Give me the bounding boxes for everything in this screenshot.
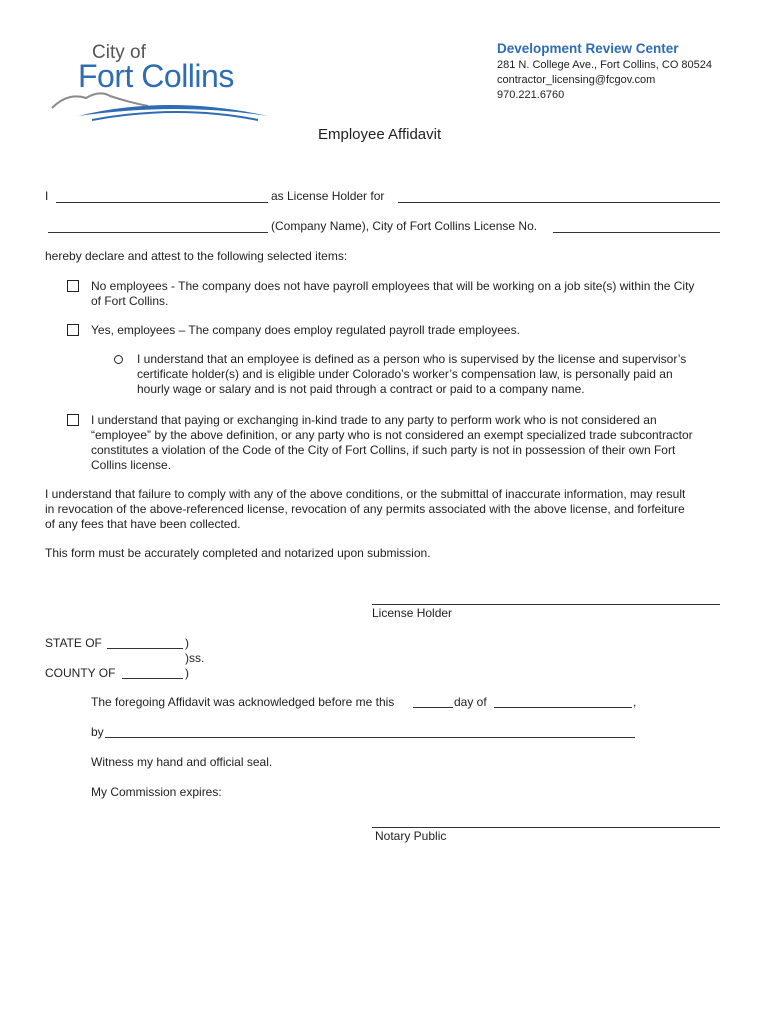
center-email[interactable]: contractor_licensing@fcgov.com bbox=[497, 74, 656, 86]
acknowledged-text: The foregoing Affidavit was acknowledged before me this bbox=[91, 695, 395, 709]
state-paren: ) bbox=[185, 636, 189, 650]
by-label: by bbox=[91, 725, 104, 739]
ack-comma: , bbox=[633, 695, 637, 709]
employee-definition-text: I understand that an employee is defined as a person who is supervised by the license and supervisor’s certificate holder(s) and is eligible under Colorado’s worker’s compensation law, is personally paid an hourly wage or salary and is not paid through a contract or paid to a company name. bbox=[137, 352, 687, 396]
no-employees-text: No employees - The company does not have payroll employees that will be working on a job site(s) within the City of Fort Collins. bbox=[91, 279, 695, 308]
in-kind-trade-text: I understand that paying or exchanging in-kind trade to any party to perform work who is not considered an “employee” by the above definition, or any party who is not considered an exempt specialized trade subcontractor constitutes a violation of the Code of the City of Fort Collins, if such party is not in possession of their own Fort Collins license. bbox=[91, 413, 693, 472]
logo-city-of: City of bbox=[92, 42, 146, 63]
ack-month-field[interactable] bbox=[494, 707, 632, 708]
center-phone: 970.221.6760 bbox=[497, 89, 565, 101]
county-field[interactable] bbox=[122, 678, 183, 679]
notarized-note: This form must be accurately completed and notarized upon submission. bbox=[45, 546, 431, 560]
logo-fort-collins: Fort Collins bbox=[78, 58, 234, 94]
notary-signature-line[interactable] bbox=[372, 827, 720, 828]
commission-expires-text: My Commission expires: bbox=[91, 785, 222, 799]
state-field[interactable] bbox=[107, 648, 183, 649]
notary-public-label: Notary Public bbox=[375, 829, 447, 843]
license-number-field[interactable] bbox=[553, 232, 720, 233]
center-address: 281 N. College Ave., Fort Collins, CO 80524 bbox=[497, 59, 713, 71]
witness-text: Witness my hand and official seal. bbox=[91, 755, 273, 769]
license-holder-label: License Holder bbox=[372, 606, 453, 620]
as-license-holder-label: as License Holder for bbox=[271, 189, 385, 203]
no-employees-checkbox[interactable] bbox=[67, 280, 79, 292]
page-title: Employee Affidavit bbox=[318, 126, 442, 143]
day-of-label: day of bbox=[454, 695, 487, 709]
center-name: Development Review Center bbox=[497, 41, 679, 56]
employee-definition-bullet bbox=[114, 355, 123, 364]
ack-day-field[interactable] bbox=[413, 707, 453, 708]
license-holder-signature-line[interactable] bbox=[372, 604, 720, 605]
yes-employees-text: Yes, employees – The company does employ regulated payroll trade employees. bbox=[91, 323, 520, 337]
yes-employees-checkbox[interactable] bbox=[67, 324, 79, 336]
state-of-label: STATE OF bbox=[45, 636, 102, 650]
name-field[interactable] bbox=[56, 202, 268, 203]
in-kind-trade-checkbox[interactable] bbox=[67, 414, 79, 426]
by-field[interactable] bbox=[105, 737, 635, 738]
i-label: I bbox=[45, 189, 49, 203]
declare-text: hereby declare and attest to the following selected items: bbox=[45, 249, 348, 263]
company-name-field[interactable] bbox=[48, 232, 268, 233]
company-name-label: (Company Name), City of Fort Collins License No. bbox=[271, 219, 538, 233]
city-logo bbox=[48, 40, 288, 125]
county-paren: ) bbox=[185, 666, 189, 680]
ss-label: )ss. bbox=[185, 651, 205, 665]
license-holder-for-field[interactable] bbox=[398, 202, 720, 203]
failure-paragraph: I understand that failure to comply with any of the above conditions, or the submittal of inaccurate information, may result in revocation of the above-referenced license, revocation of any permits associated with the above license, and forfeiture of any fees that have been collected. bbox=[45, 487, 686, 531]
county-of-label: COUNTY OF bbox=[45, 666, 116, 680]
